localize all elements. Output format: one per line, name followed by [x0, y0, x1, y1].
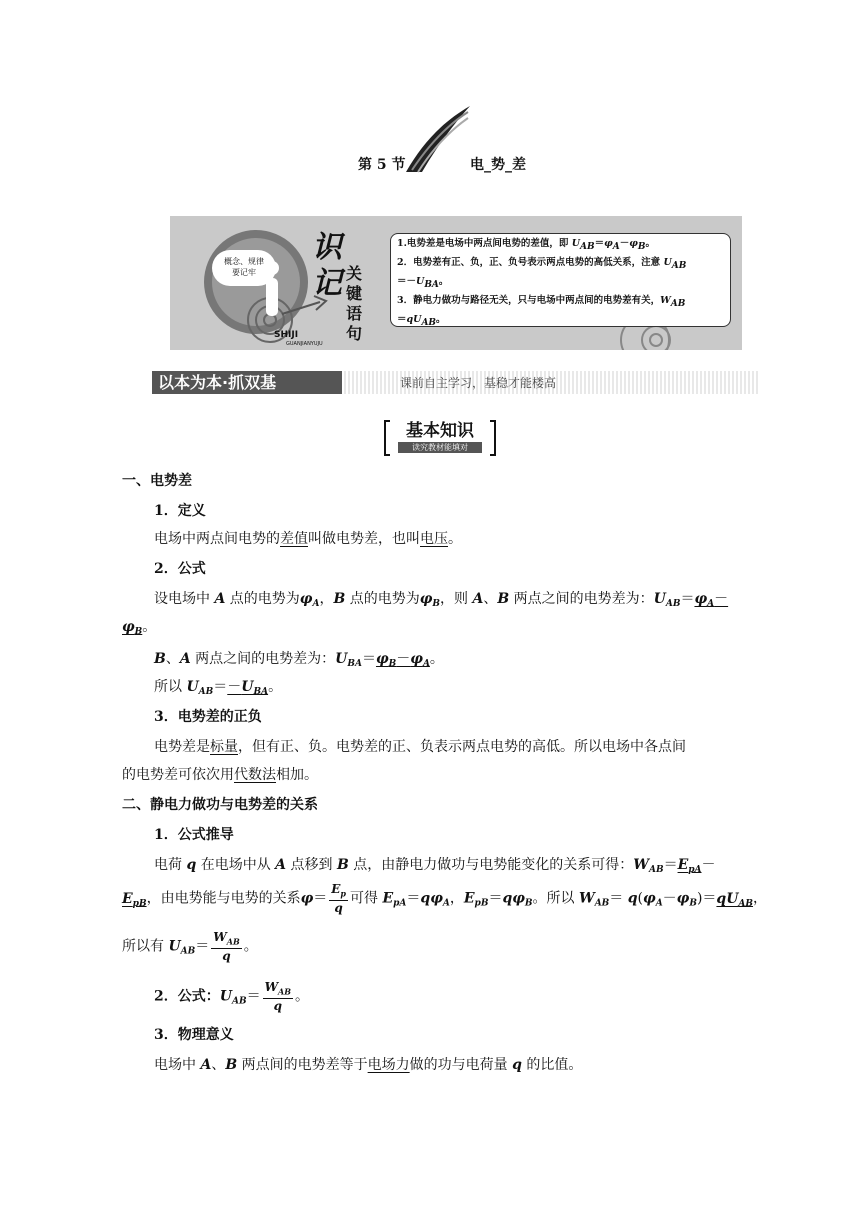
paragraph-formula-3: 所以 $U_{AB}=-U_{BA}$。	[154, 679, 283, 697]
banner-logo-subtext: GUANJIANYUJU	[286, 341, 323, 347]
page-title: 电_势_差	[470, 157, 526, 173]
paragraph-meaning: 电场中 A、B 两点间的电势差等于电场力做的功与电荷量 q 的比值。	[154, 1057, 583, 1073]
key-sentence-1: 1.电势差是电场中两点间电势的差值，即 UAB＝φA－φB。	[397, 238, 655, 252]
bubble-label: 概念、规律 要记牢	[212, 250, 276, 286]
subheading-derivation: 1．公式推导	[154, 827, 234, 843]
banner-logo-text: SHIJI	[274, 330, 299, 340]
paragraph-formula-2: B、A 两点之间的电势差为：$U_{BA}=\varphi_B-\varphi_A$。	[154, 651, 444, 669]
knowledge-box	[384, 420, 496, 456]
subheading-definition: 1．定义	[154, 503, 206, 519]
swoosh-logo-icon	[402, 104, 474, 176]
section-bar-title: 以本为本·抓双基	[152, 371, 342, 394]
paragraph-formula-1: 设电场中 A 点的电势为$\varphi_A$，B 点的电势为$\varphi_B$，则 A、B 两点之间的电势差为：$U_{AB}=\varphi_A-$	[154, 591, 729, 609]
knowledge-box-title: 基本知识	[406, 421, 474, 441]
paragraph-sign-2: 的电势差可依次用代数法相加。	[122, 767, 318, 783]
section-bar-subtitle: 课前自主学习，基稳才能楼高	[400, 376, 557, 390]
paragraph-formula-final: 2．公式：$U_{AB}=$ $\frac{W_{AB}}{q}$ 。	[154, 980, 310, 1014]
key-sentence-2: 2．电势差有正、负，正、负号表示两点电势的高低关系，注意 UAB ＝－UBA。	[397, 257, 687, 290]
heading-1: 一、电势差	[122, 473, 192, 489]
key-sentences-box	[390, 233, 731, 327]
paragraph-definition: 电场中两点间电势的差值叫做电势差，也叫电压。	[154, 531, 462, 547]
paragraph-derivation-3: 所以有 $U_{AB}=$ $\frac{W_{AB}}{q}$ 。	[122, 930, 258, 964]
subheading-formula: 2．公式	[154, 561, 206, 577]
banner-big-char-1: 识	[312, 230, 342, 265]
key-sentence-3: 3．静电力做功与路径无关，只与电场中两点间的电势差有关，WAB ＝qUAB。	[397, 295, 686, 328]
paragraph-sign-1: 电势差是标量，但有正、负。电势差的正、负表示两点电势的高低。所以电场中各点间	[154, 739, 686, 755]
subheading-sign: 3．电势差的正负	[154, 709, 262, 725]
paragraph-formula-1-cont: $\varphi_B$。	[122, 619, 157, 637]
section-number: 第 5 节	[358, 157, 406, 173]
banner-side-chars: 关 键 语 句	[346, 264, 363, 343]
banner-big-char-2: 记	[312, 266, 342, 301]
paragraph-derivation-2: $E_{pB}$，由电势能与电势的关系φ＝ $\frac{E_p}{q}$ 可得 $E_{pA}=q\varphi_A$，$E_{pB}=q\varphi_B$。所以 $W_{AB}= q(\varphi_A-\varphi_B)=qU_{AB}$，	[122, 882, 768, 916]
bracket-left-icon	[384, 420, 390, 456]
bracket-right-icon	[490, 420, 496, 456]
heading-2: 二、静电力做功与电势差的关系	[122, 797, 318, 813]
knowledge-box-subtitle: 读究教材能填对	[398, 442, 482, 453]
paragraph-derivation-1: 电荷 q 在电场中从 A 点移到 B 点，由静电力做功与电势能变化的关系可得：$W_{AB}=E_{pA}-$	[154, 857, 716, 875]
subheading-meaning: 3．物理意义	[154, 1027, 234, 1043]
